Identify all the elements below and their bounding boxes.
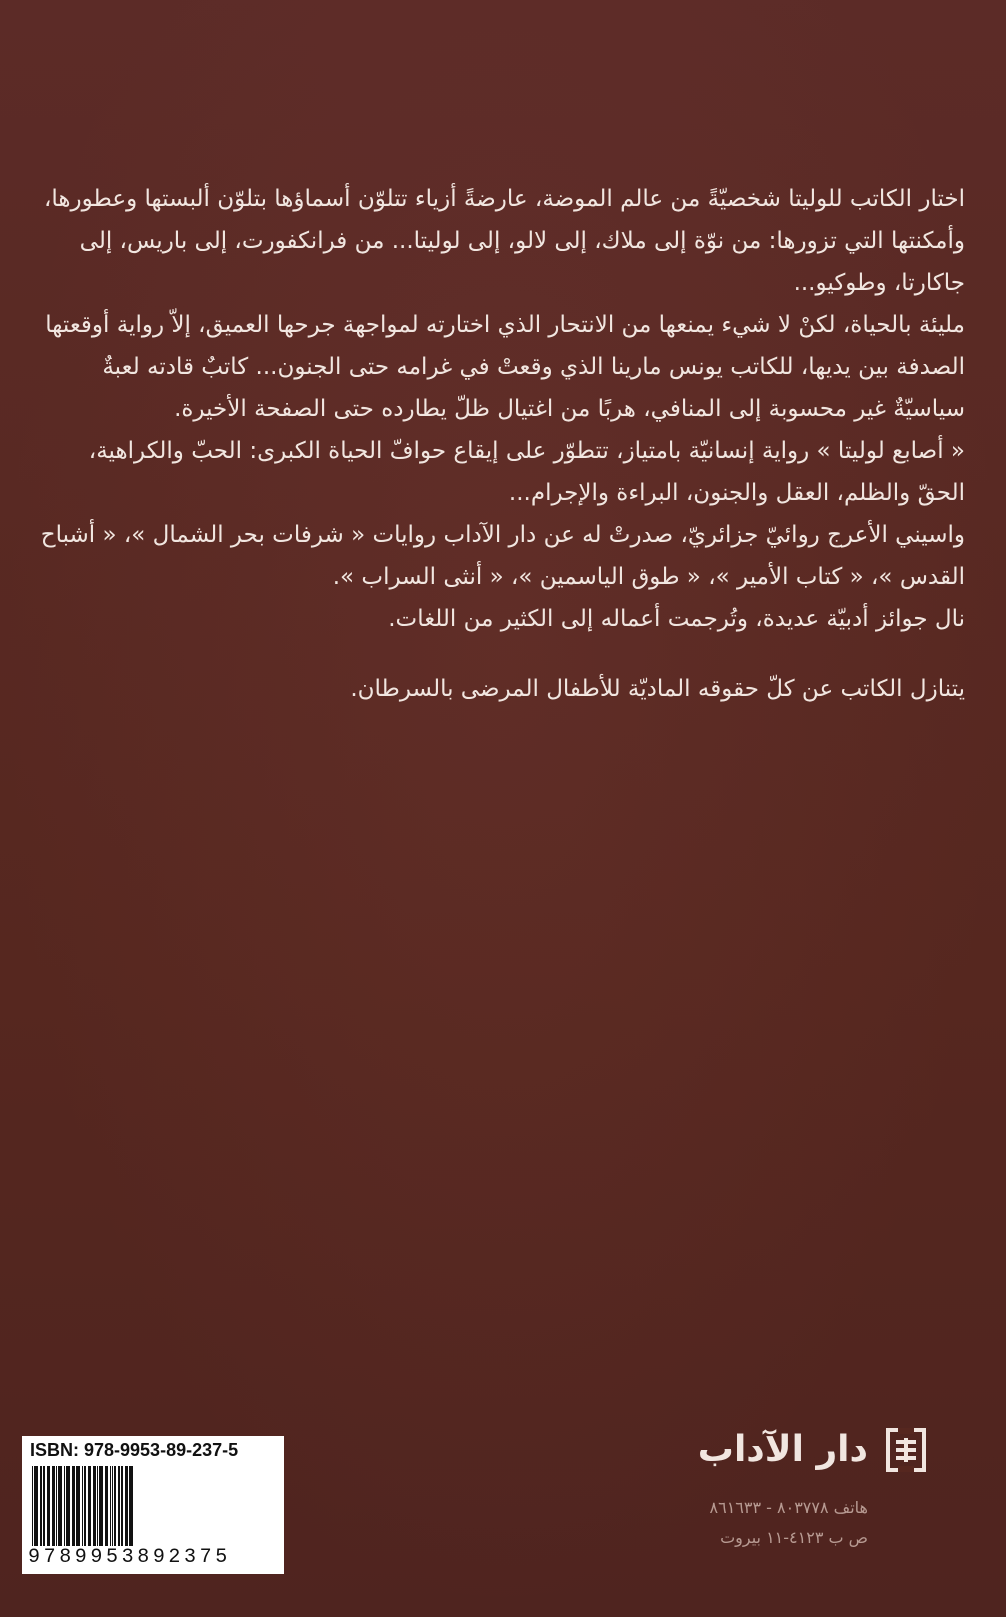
barcode-bar [58,1466,62,1546]
barcode-bar [72,1466,75,1546]
barcode-bar [43,1466,45,1546]
barcode-bar [64,1466,65,1546]
barcode-bar [82,1466,83,1546]
blurb-paragraph-1: اختار الكاتب للوليتا شخصيّةً من عالم الموضة، عارضةً أزياء تتلوّن أسماؤها بتلوّن ألبستها وعطورها، وأمكنتها التي تزورها: من نوّة إلى ملاك، إلى لالو، إلى لوليتا... من فرانكفورت، إلى باريس، إلى جاكارتا، وطوكيو... [43,186,965,296]
author-bio: واسيني الأعرج روائيّ جزائريّ، صدرتْ له عن دار الآداب روايات « شرفات بحر الشمال »، « أشباح القدس »، « كتاب الأمير »، « طوق الياسمين »، « أنثى السراب ». [40,522,965,590]
barcode-bar [66,1466,70,1546]
blurb-text [40,178,965,710]
barcode-bar [110,1466,111,1546]
publisher-phone: هاتف ٨٠٣٧٧٨ - ٨٦١٦٣٣ [709,1498,868,1517]
isbn-label: ISBN: 978-9953-89-237-5 [30,1440,239,1460]
blurb-paragraph-2: مليئة بالحياة، لكنْ لا شيء يمنعها من الانتحار الذي اختارته لمواجهة جرحها العميق، إلاّ رواية أوقعتها الصدفة بين يديها، للكاتب يونس مارينا الذي وقعتْ في غرامه حتى الجنون... كاتبٌ قادته لعبةٌ سياسيّةٌ غير محسوبة إلى المنافي، هربًا من اغتيال ظلّ يطارده حتى الصفحة الأخيرة. [45,312,965,422]
barcode-bar [84,1466,86,1546]
barcode-bar [112,1466,113,1546]
barcode-bar [114,1466,116,1546]
isbn-barcode [22,1436,284,1574]
barcode-bar [76,1466,80,1546]
barcode-bar [88,1466,91,1546]
publisher-logo-icon [886,1428,926,1472]
publisher-po-box: ص ب ٤١٢٣-١١ بيروت [720,1528,868,1547]
barcode-bar [40,1466,42,1546]
barcode-bar [121,1466,123,1546]
barcode-bar [56,1466,57,1546]
paragraph-gap [40,640,965,668]
barcode-bar [47,1466,50,1546]
barcode-bar [93,1466,96,1546]
barcode-bar [52,1466,55,1546]
barcode-bar [32,1466,33,1546]
barcode-bar [34,1466,38,1546]
publisher-name: دار الآداب [697,1429,868,1470]
barcode-digits: 9789953892375 [28,1546,231,1569]
blurb-paragraph-3: « أصابع لوليتا » رواية إنسانيّة بامتياز، تتطوّر على إيقاع حوافّ الحياة الكبرى: الحبّ والكراهية، الحقّ والظلم، العقل والجنون، البراءة والإجرام... [88,438,965,506]
barcode-bar [129,1466,133,1546]
barcode-bar [125,1466,128,1546]
author-awards: نال جوائز أدبيّة عديدة، وتُرجمت أعماله إلى الكثير من اللغات. [388,606,965,632]
donation-note: يتنازل الكاتب عن كلّ حقوقه الماديّة للأطفال المرضى بالسرطان. [350,676,965,702]
barcode-bar [118,1466,120,1546]
barcode-bar [97,1466,98,1546]
barcode-bars [30,1466,276,1546]
barcode-bar [105,1466,108,1546]
barcode-bar [99,1466,103,1546]
